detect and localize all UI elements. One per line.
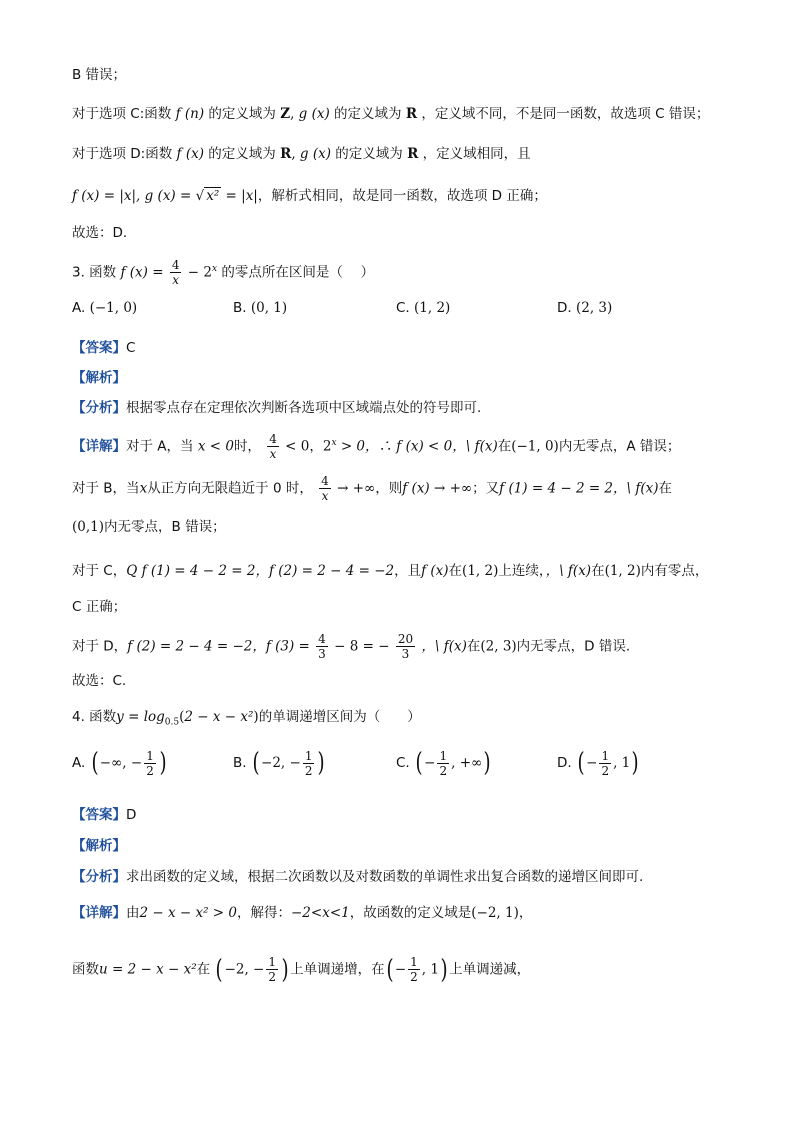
text-line: 对于 B，当x从正方向无限趋近于 0 时， $\frac{4}{x}$ → +∞，则f (x) → +∞；又f (1) = 4 − 2 = 2，\ f(x)在 [72,474,672,503]
answer-line [72,337,754,359]
math: > 0，∴ f (x) < 0，\ f(x) [340,438,498,455]
option-c: C. ( − $\frac{1}{2}$ , +∞) [396,748,491,778]
math: − 2 [187,264,212,281]
option-b: B. ( −2, − $\frac{1}{2}$ ) [233,748,326,778]
math: f (x) = |x|, g (x) = [72,188,192,204]
text: ，定义域相同，且 [422,146,531,162]
math: = |x| [225,188,258,204]
text: 的定义域为 [208,106,276,122]
math: R [405,106,418,122]
fenxi-tag: 【分析】 [72,400,126,416]
option-c: C. (1, 2) [396,300,451,316]
text: B 错误； [72,67,127,83]
text-line: 对于 D，f (2) = 2 − 4 = −2，f (3) = $\frac{4}{3}$ − 8 = − $\frac{20}{3}$ ，\ f(x)在(2, 3)内无零点，D 错误. [72,632,631,661]
option-d: D. ( − $\frac{1}{2}$ , 1) [557,748,639,778]
text: 的定义域为 [334,106,402,122]
text: 对于选项 C:函数 [72,106,172,122]
text-line: 【详解】由2 − x − x² > 0，解得：−2<x<1，故函数的定义域是(−2, 1)， [72,905,533,921]
text: 时， [233,438,261,455]
math: Z [280,106,291,122]
text: 根据零点存在定理依次判断各选项中区域端点处的符号即可. [126,400,482,416]
answer-line: 【答案】D [72,807,137,823]
xiangjie-tag: 【详解】 [72,438,126,455]
text: 的定义域为 [208,146,276,162]
text: 的零点所在区间是（ ） [221,264,375,281]
math: R [407,146,419,162]
analysis-heading: 【解析】 [72,838,126,854]
text-line: 【详解】对于 A，当 x < 0时， $\frac{4}{x}$ < 0，2$^x$ > 0，∴ f (x) < 0，\ f(x)在(−1, 0)内无零点，A 错误； [72,432,681,461]
math: R [280,146,292,162]
math: g (x) [298,106,330,122]
question-4: 4. 函数$y = \log_{0.5}(2 - x - x^2)$的单调递增区间为（ ） [72,709,421,728]
analysis-tag: 【解析】 [72,370,126,386]
text: 的定义域为 [335,146,403,162]
text: 故选：D. [72,225,128,241]
option-a: A. ( −∞, − $\frac{1}{2}$ ) [72,748,167,778]
math: x² [206,188,220,204]
text: 对于选项 D:函数 [72,146,173,162]
question-3: 3. 函数 f (x) = $\frac{4}{x}$ − $2^x$ 的零点所在区间是（ ） [72,258,375,287]
text-line: C 正确； [72,599,127,615]
analysis-heading [72,367,754,389]
text-line: 故选：C. [72,673,127,689]
math: f (x) [176,146,204,162]
text: 3. 函数 [72,264,117,281]
text: C [126,340,136,356]
text-line [72,222,754,244]
text-line [72,397,754,419]
text: 对于 A，当 [126,438,194,455]
text-line: 对于选项 D:函数 f (x) 的定义域为 R, g (x) 的定义域为 R ，定义域相同，且 [72,146,531,162]
text: ，定义域不同，不是同一函数，故选项 C 错误； [421,106,710,122]
math: f (x) = [120,264,164,281]
option-d: D. (2, 3) [557,300,613,316]
text-line: 对于选项 C:函数 f (n) 的定义域为 Z, g (x) 的定义域为 R ，定义域不同，不是同一函数，故选项 C 错误； [72,106,710,122]
fraction: $\frac{4}{x}$ [321,474,329,503]
math: (−1, 0) [511,438,559,455]
answer-tag: 【答案】 [72,340,126,356]
math: f (n) [175,106,205,122]
math: < 0，2 [285,438,332,455]
text-line: 函数u = 2 − x − x²在 ( −2, − $\frac{1}{2}$ ) 上单调递增，在( − $\frac{1}{2}$ , 1) 上单调递减， [72,954,531,985]
fraction: $\frac{4}{x}$ [269,432,277,461]
text-line: (0,1)内无零点，B 错误； [72,519,226,535]
text-line: 对于 C，Q f (1) = 4 − 2 = 2，f (2) = 2 − 4 = −2，且f (x)在(1, 2)上连续，，\ f(x)在(1, 2)内有零点， [72,563,709,579]
math: g (x) [299,146,331,162]
option-b: B. (0, 1) [233,300,288,316]
text: ，解析式相同，故是同一函数，故选项 D 正确； [257,188,547,204]
text-line [72,64,754,86]
math: x < 0 [197,438,234,455]
text-line: 【分析】求出函数的定义域，根据二次函数以及对数函数的单调性求出复合函数的递增区间即可. [72,869,644,885]
text-line: f (x) = |x|, g (x) = √ x² = |x|，解析式相同，故是同一函数，故选项 D 正确； [72,188,547,204]
fraction: $\frac{4}{x}$ [171,258,180,287]
option-a: A. (−1, 0) [72,300,138,316]
